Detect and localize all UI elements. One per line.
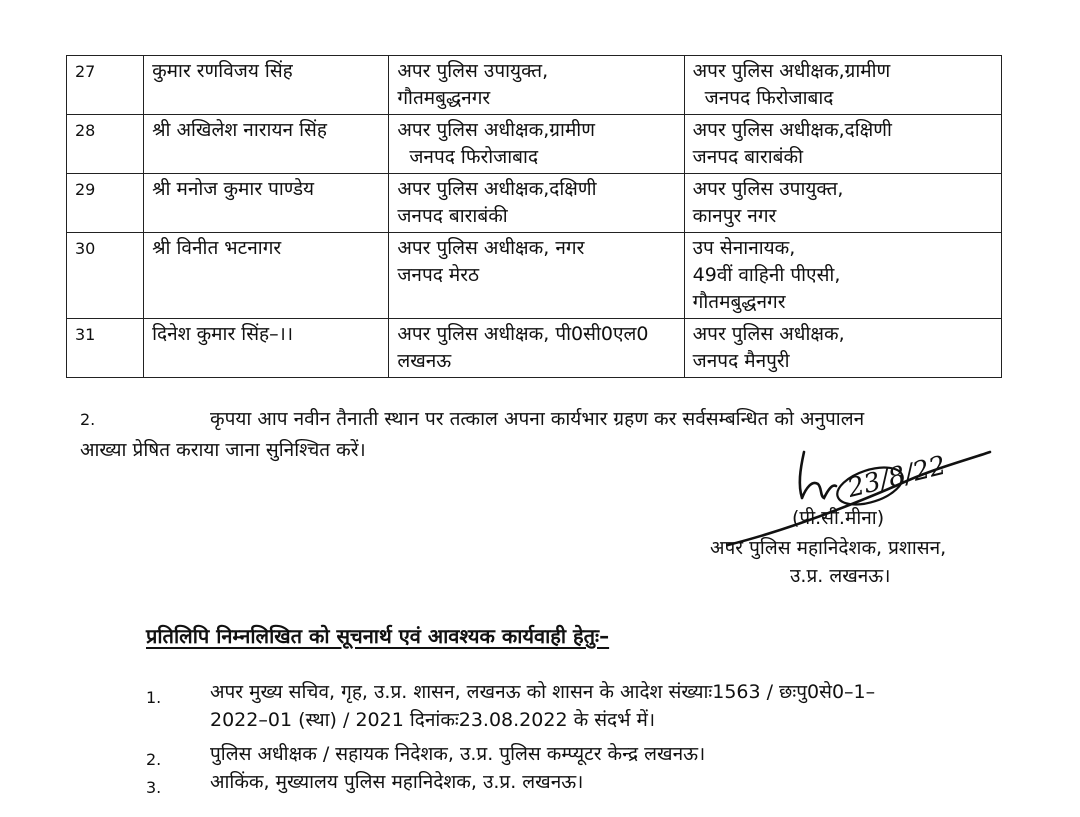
serial-number: 31 xyxy=(67,319,144,378)
table-row xyxy=(67,319,1002,378)
new-posting: अपर पुलिस अधीक्षक, जनपद मैनपुरी xyxy=(684,319,1001,378)
item-number: 2. xyxy=(146,750,162,769)
serial-number: 28 xyxy=(67,115,144,174)
new-posting: अपर पुलिस उपायुक्त, कानपुर नगर xyxy=(684,174,1001,233)
signatory-designation: अपर पुलिस महानिदेशक, प्रशासन, xyxy=(710,537,947,559)
item-number: 3. xyxy=(146,778,162,797)
paragraph-number: 2. xyxy=(80,410,96,429)
signatory-city: उ.प्र. लखनऊ। xyxy=(790,565,891,587)
current-posting: अपर पुलिस अधीक्षक, पी0सी0एल0 लखनऊ xyxy=(389,319,684,378)
transfer-table xyxy=(66,55,1002,378)
signatory-name: (पी.सी.मीना) xyxy=(792,507,885,529)
table-row xyxy=(67,233,1002,319)
copy-to-list xyxy=(146,678,1026,796)
officer-name: कुमार रणविजय सिंह xyxy=(144,56,389,115)
officer-name: दिनेश कुमार सिंह–।। xyxy=(144,319,389,378)
paragraph-line-2: आख्या प्रेषित कराया जाना सुनिश्चित करें। xyxy=(80,439,366,461)
current-posting: अपर पुलिस उपायुक्त, गौतमबुद्धनगर xyxy=(389,56,684,115)
list-item: 3. आकिंक, मुख्यालय पुलिस महानिदेशक, उ.प्र. लखनऊ। xyxy=(146,768,1026,796)
table-row xyxy=(67,115,1002,174)
table-row xyxy=(67,56,1002,115)
list-item: 2. पुलिस अधीक्षक / सहायक निदेशक, उ.प्र. पुलिस कम्प्यूटर केन्द्र लखनऊ। xyxy=(146,740,1026,768)
new-posting: अपर पुलिस अधीक्षक,दक्षिणी जनपद बाराबंकी xyxy=(684,115,1001,174)
item-number: 1. xyxy=(146,688,162,707)
new-posting: अपर पुलिस अधीक्षक,ग्रामीण जनपद फिरोजाबाद xyxy=(684,56,1001,115)
copy-to-heading: प्रतिलिपि निम्नलिखित को सूचनार्थ एवं आवश्यक कार्यवाही हेतुः– xyxy=(146,624,610,648)
current-posting: अपर पुलिस अधीक्षक, नगर जनपद मेरठ xyxy=(389,233,684,319)
serial-number: 29 xyxy=(67,174,144,233)
handwritten-signature xyxy=(720,440,1010,550)
current-posting: अपर पुलिस अधीक्षक,दक्षिणी जनपद बाराबंकी xyxy=(389,174,684,233)
handwritten-date: 23/8/22 xyxy=(844,450,950,504)
new-posting: उप सेनानायक, 49वीं वाहिनी पीएसी, गौतमबुद्धनगर xyxy=(684,233,1001,319)
paragraph-line-1: 2. कृपया आप नवीन तैनाती स्थान पर तत्काल अपना कार्यभार ग्रहण कर सर्वसम्बन्धित को अनुपालन xyxy=(80,404,1000,435)
current-posting: अपर पुलिस अधीक्षक,ग्रामीण जनपद फिरोजाबाद xyxy=(389,115,684,174)
officer-name: श्री मनोज कुमार पाण्डेय xyxy=(144,174,389,233)
officer-name: श्री अखिलेश नारायन सिंह xyxy=(144,115,389,174)
list-item: 1. अपर मुख्य सचिव, गृह, उ.प्र. शासन, लखनऊ को शासन के आदेश संख्याः1563 / छःपु0से0–1– 2022–01 (स्था) / 2021 दिनांकः23.08.2022 के संदर्भ में। xyxy=(146,681,876,731)
serial-number: 27 xyxy=(67,56,144,115)
officer-name: श्री विनीत भटनागर xyxy=(144,233,389,319)
table-row xyxy=(67,174,1002,233)
serial-number: 30 xyxy=(67,233,144,319)
